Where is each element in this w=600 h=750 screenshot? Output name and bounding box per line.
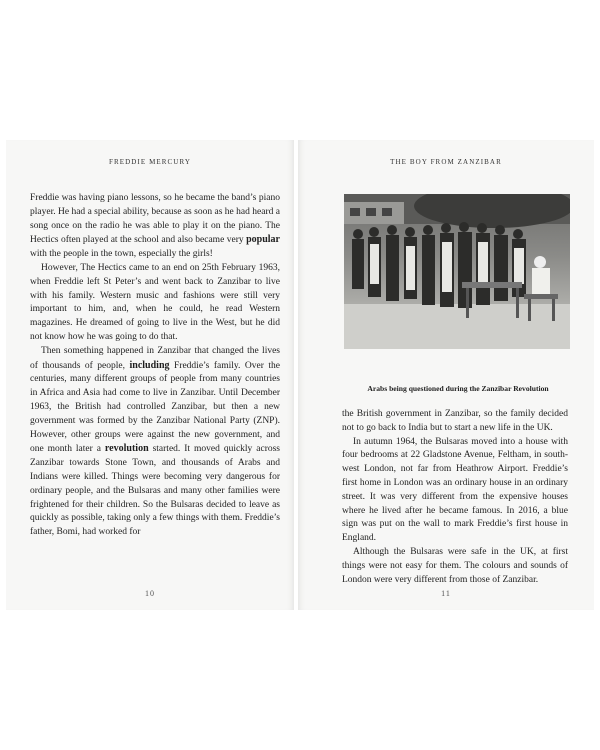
crowd-photo-illustration (344, 194, 570, 349)
paragraph: Freddie was having piano lessons, so he became the band’s piano player. He had a special ability, because as soon as he had heard a song once on the radio he was able to play it on the piano. The Hectics often played at the school and also became very popular with the people in the town, especially the girls! (30, 193, 280, 260)
running-head: THE BOY FROM ZANZIBAR (390, 158, 502, 166)
paragraph: However, The Hectics came to an end on 25th February 1963, when Freddie left St Peter’s and went back to Zanzibar to live with his family. Western music and fashions were still very important to him, and, when he could, he read Western magazines. He dreamed of going to live in the West, but he did not know how he was going to do that. (30, 262, 280, 342)
paragraph: Then something happened in Zanzibar that changed the lives of thousands of people, including Freddie’s family. Over the centuries, many different groups of people from many countries in Africa and Asia had come to live in Zanzibar. Until December 1963, the British had controlled Zanzibar, but then a new government was formed by the Zanzibar National Party (ZNP). However, other groups were against the new government, and one month later a revolution started. It moved quickly across Zanzibar towards Stone Town, and thousands of Arabs and Indians were killed. Things were becoming very dangerous for ordinary people, and the Bulsaras and many other families were frightened for their children. So the Bulsaras decided to leave as quickly as possible, taking only a few things with them. Freddie’s father, Bomi, had worked for (30, 345, 281, 538)
keyword: including (129, 359, 170, 371)
photo-caption: Arabs being questioned during the Zanzibar Revolution (367, 384, 549, 393)
right-page (298, 140, 594, 610)
keyword: popular (246, 234, 280, 246)
page-number: 10 (145, 589, 155, 598)
book-spread (6, 140, 594, 610)
historical-photo (344, 194, 570, 349)
body-text (30, 192, 280, 540)
paragraph: In autumn 1964, the Bulsaras moved into a house with four bedrooms at 22 Gladstone Avenue, Feltham, in south-west London, not far from Heathrow Airport. Freddie’s first home in London was an ordinary house in an ordinary street. It was very different from the expensive houses where he lived after he became famous. In 2016, a blue sign was put on the wall to mark Freddie’s first house in England. (342, 436, 568, 544)
left-page (6, 140, 294, 610)
page-number: 11 (441, 589, 451, 598)
body-text (342, 408, 568, 587)
paragraph: Although the Bulsaras were safe in the UK, at first things were not easy for them. The colours and sounds of London were very different from those of Zanzibar. (342, 546, 568, 585)
keyword: revolution (104, 443, 149, 455)
running-head: FREDDIE MERCURY (108, 158, 192, 166)
paragraph: the British government in Zanzibar, so the family decided not to go back to India but to start a new life in the UK. (342, 409, 568, 433)
